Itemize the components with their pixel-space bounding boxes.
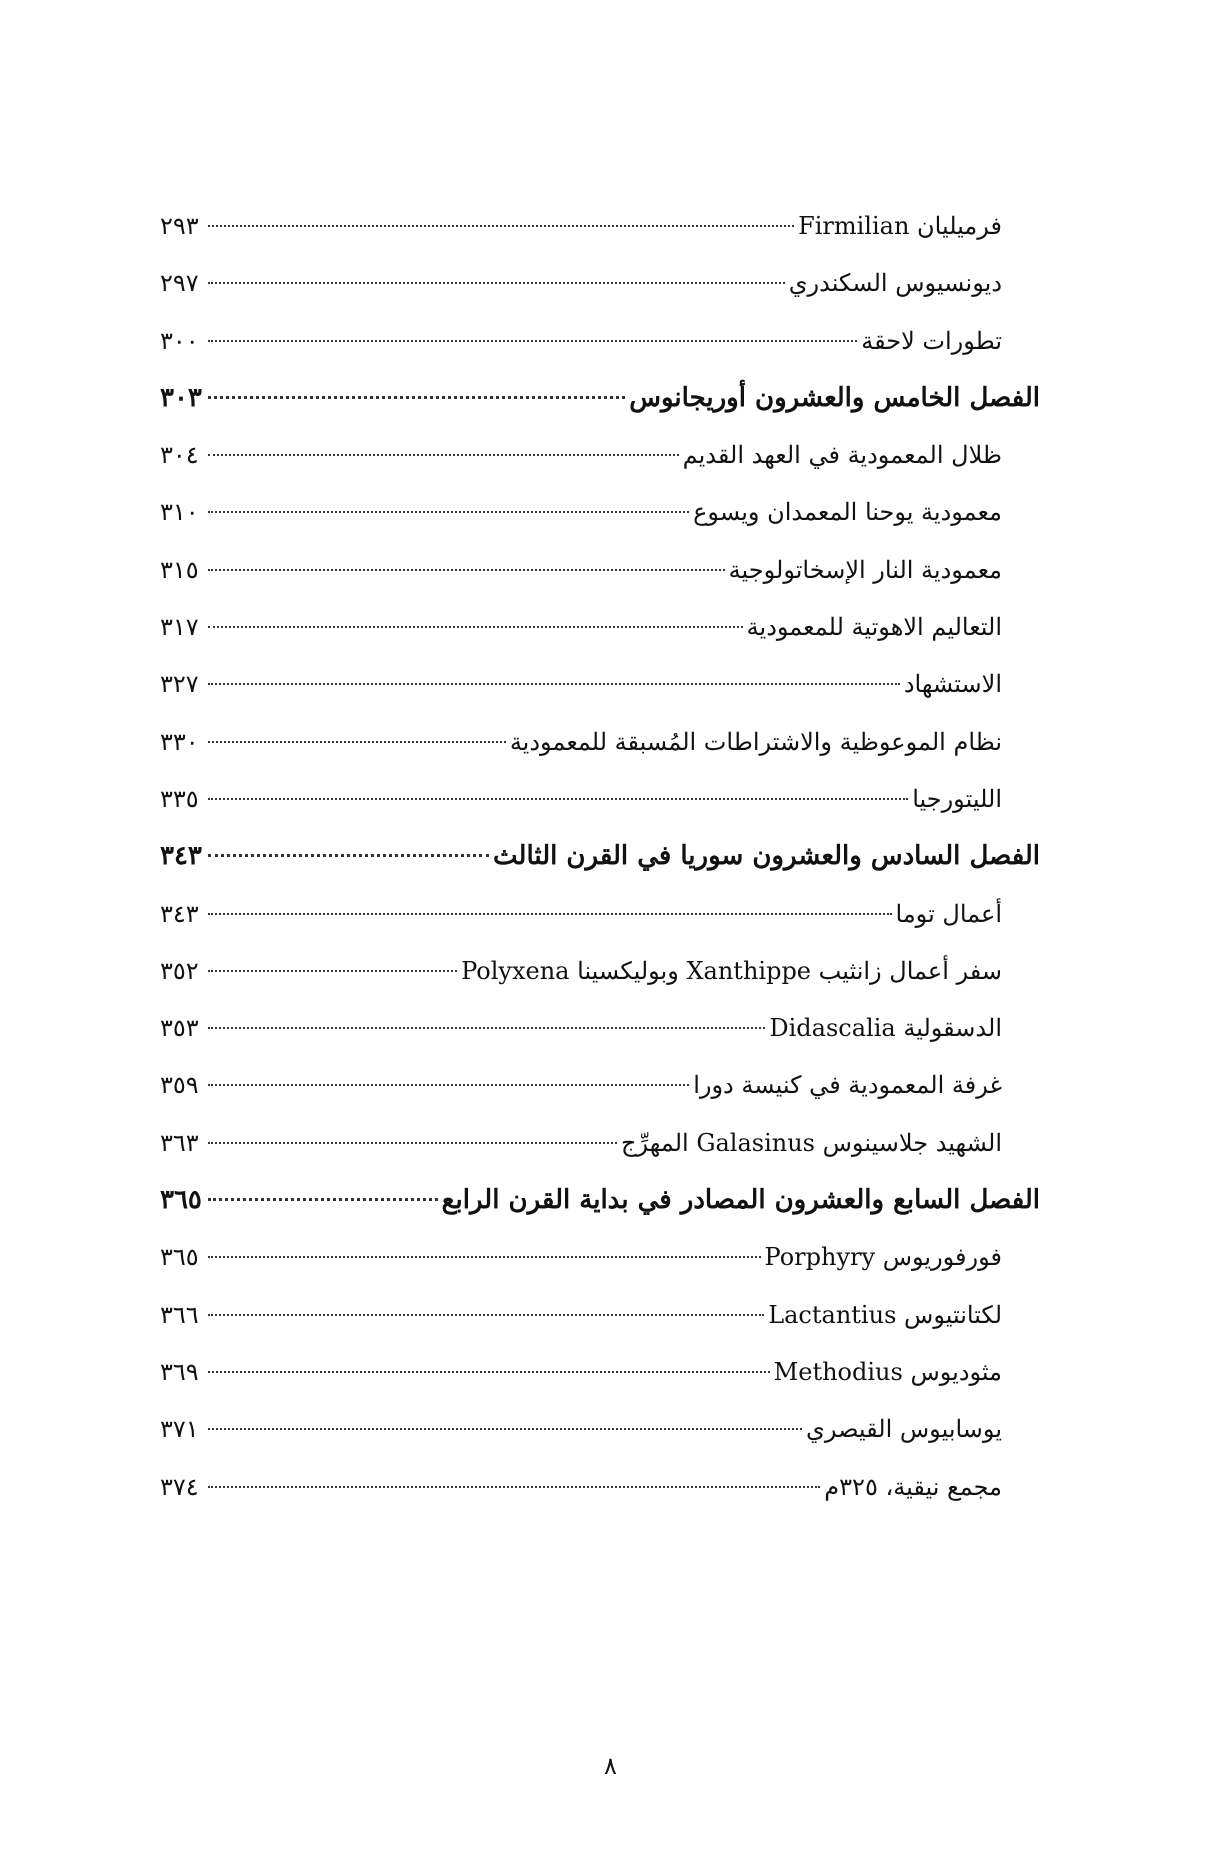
toc-entry-title: معمودية يوحنا المعمدان ويسوع [693,498,1002,527]
toc-entry-title: لكتانتيوس Lactantius [768,1300,1002,1329]
toc-page-number: ٣٠٤ [160,441,199,470]
toc-entry-title: فورفوريوس Porphyry [764,1243,1002,1272]
toc-entry-title: يوسابيوس القيصري [806,1415,1002,1444]
dot-leader [208,1027,765,1029]
toc-entry-title: غرفة المعمودية في كنيسة دورا [693,1071,1002,1100]
toc-entry-title: الدسقولية Didascalia [769,1014,1002,1043]
dot-leader [208,1198,438,1201]
dot-leader [208,854,489,857]
toc-page-number: ٣٥٢ [160,956,199,985]
toc-page-number: ٣٣٥ [160,784,199,813]
toc-entry-title: معمودية النار الإسخاتولوجية [728,555,1002,584]
dot-leader [208,396,625,399]
toc-row [160,542,1040,599]
toc-page-number: ٣٥٩ [160,1071,199,1100]
toc-row [160,656,1040,713]
toc-entry-title: أعمال توما [895,899,1002,928]
toc-row [160,886,1040,943]
toc-entry-title: الفصل السادس والعشرون سوريا في القرن الثالث [493,841,1040,872]
toc-page-number: ٣٦٩ [160,1357,199,1386]
toc-page-number: ٣٧١ [160,1415,199,1444]
dot-leader [208,913,892,915]
dot-leader [208,1486,820,1488]
toc-row [160,313,1040,370]
page-number: ٨ [604,1752,617,1780]
toc-entry-title: نظام الموعوظية والاشتراطات المُسبقة للمعمودية [509,727,1002,756]
toc-page-number: ٣٣٠ [160,727,199,756]
dot-leader [208,1256,761,1258]
toc-row [160,1459,1040,1516]
toc-entry-title: الاستشهاد [903,670,1002,699]
toc-entry-title: الليتورجيا [912,784,1002,813]
dot-leader [208,741,506,743]
toc-row [160,771,1040,828]
dot-leader [208,1371,770,1373]
dot-leader [208,798,908,800]
toc-entry-title: فرميليان Firmilian [798,212,1002,240]
toc-row [160,198,1040,255]
toc-page-number: ٣١٧ [160,613,199,642]
toc-page-number: ٣٦٦ [160,1300,199,1329]
dot-leader [208,340,857,342]
toc-entry-title: التعاليم الاهوتية للمعمودية [746,613,1002,642]
dot-leader [208,970,457,972]
dot-leader [208,1314,764,1316]
toc-row [160,599,1040,656]
dot-leader [208,626,743,628]
dot-leader [208,225,794,227]
toc-page-number: ٣٢٧ [160,670,199,699]
toc-page-number: ٢٩٣ [160,212,199,240]
toc-row [160,1344,1040,1401]
toc-row [160,1172,1040,1229]
toc-row [160,1057,1040,1114]
dot-leader [208,1142,617,1144]
toc-row [160,1115,1040,1172]
toc-row [160,1401,1040,1458]
toc-entry-title: الشهيد جلاسينوس Galasinus المهرِّج [621,1128,1002,1157]
toc-row [160,1229,1040,1286]
toc-row [160,714,1040,771]
toc-row [160,943,1040,1000]
toc-page-number: ٣١٥ [160,555,199,584]
dot-leader [208,1428,802,1430]
toc-entry-title: تطورات لاحقة [861,326,1002,355]
toc-page-number: ٣٦٣ [160,1128,199,1157]
toc-entry-title: الفصل الخامس والعشرون أوريجانوس [629,382,1040,413]
toc-row [160,1287,1040,1344]
toc-entry-title: مثوديوس Methodius [773,1357,1002,1386]
toc-row [160,1000,1040,1057]
toc-page-number: ٣٦٥ [160,1243,199,1272]
toc-entry-title: سفر أعمال زانثيب Xanthippe وبوليكسينا Polyxena [461,956,1002,985]
dot-leader [208,1084,689,1086]
dot-leader [208,282,785,284]
toc-entry-title: ديونسيوس السكندري [788,269,1002,298]
toc-row [160,828,1040,885]
toc-entry-title: ظلال المعمودية في العهد القديم [682,441,1002,470]
toc-row [160,255,1040,312]
toc-page-number: ٣٤٣ [160,841,202,872]
toc-page-number: ٣٥٣ [160,1014,199,1043]
dot-leader [208,683,900,685]
toc-page-number: ٣٦٥ [160,1185,202,1216]
toc-entry-title: مجمع نيقية، ٣٢٥م [824,1472,1002,1501]
toc-row [160,370,1040,427]
toc-page-number: ٣٧٤ [160,1472,199,1501]
toc-entry-title: الفصل السابع والعشرون المصادر في بداية القرن الرابع [441,1185,1040,1216]
dot-leader [208,511,689,513]
table-of-contents [160,198,1040,1516]
toc-page-number: ٢٩٧ [160,269,199,298]
toc-row [160,427,1040,484]
dot-leader [208,454,679,456]
toc-row [160,484,1040,541]
toc-page-number: ٣٤٣ [160,899,199,928]
toc-page-number: ٣٠٠ [160,326,199,355]
toc-page-number: ٣١٠ [160,498,199,527]
dot-leader [208,569,725,571]
toc-page-number: ٣٠٣ [160,382,202,413]
